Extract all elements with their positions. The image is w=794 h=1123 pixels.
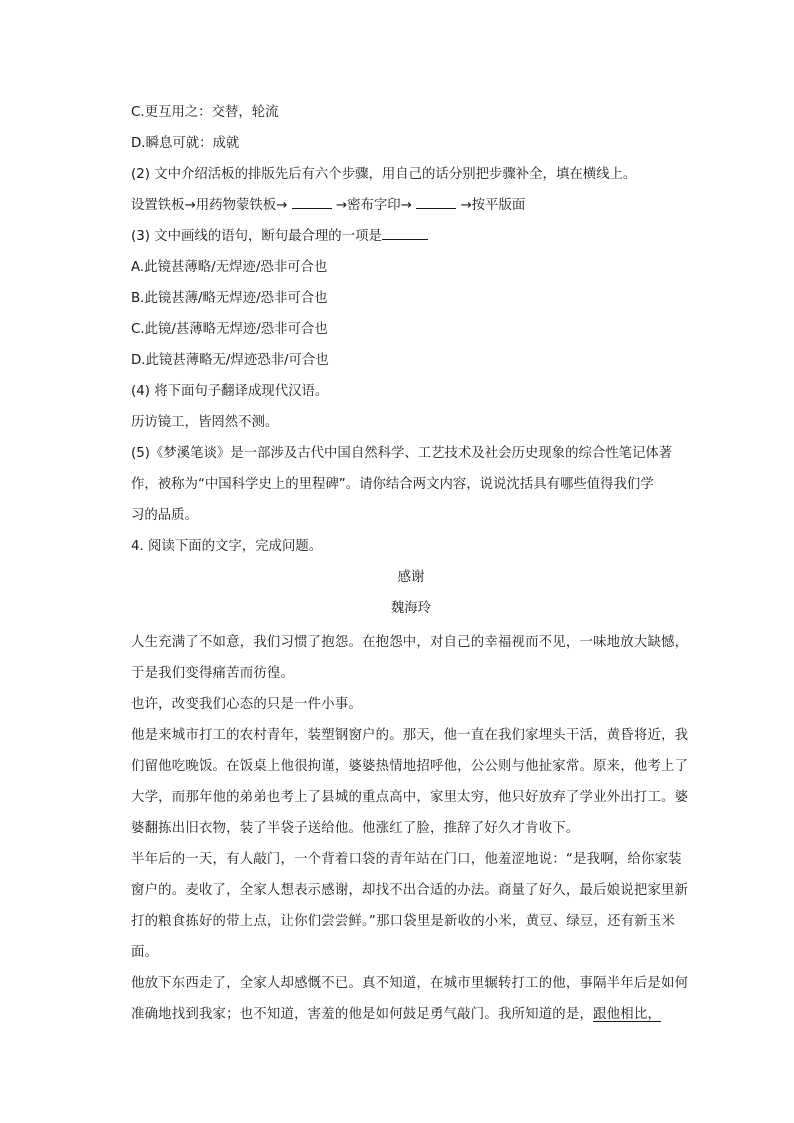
q3-option-b: B.此镜甚薄/略无焊迹/恐非可合也 [131,291,328,306]
passage-paragraph-5-text: 他放下东西走了，全家人却感慨不已。真不知道，在城市里辗转打工的他，事隔半年后是如何准确地找到我家；也不知道，害羞的他是如何鼓足勇气敲门。我所知道的是， [131,976,689,1022]
q2-prompt: (2) 文中介绍活板的排版先后有六个步骤，用自己的话分别把步骤补全，填在横线上。 [131,167,637,182]
passage-paragraph-2: 也许，改变我们心态的只是一件小事。 [131,697,363,712]
q3-option-c: C.此镜/甚薄略无焊迹/恐非可合也 [131,322,328,337]
q2-step-text-3: →按平版面 [460,198,526,213]
q4-sentence: 历访镜工，皆罔然不测。 [131,415,279,430]
passage-title: 感谢 [397,570,425,585]
q2-blank-1[interactable] [292,194,332,209]
q2-step-text-1: 设置铁板→用药物蒙铁板→ [131,198,288,213]
q3-option-d: D.此镜甚薄略无/焊迹恐非/可合也 [131,353,329,368]
q3-option-a: A.此镜甚薄略/无焊迹/恐非可合也 [131,260,328,275]
section-4-heading: 4. 阅读下面的文字，完成问题。 [131,539,323,554]
q4-prompt: (4) 将下面句子翻译成现代汉语。 [131,384,329,399]
q3-prompt [131,224,691,255]
passage-author: 魏海玲 [390,601,432,616]
q3-answer-blank[interactable] [382,225,428,240]
passage-paragraph-1: 人生充满了不如意，我们习惯了抱怨。在抱怨中，对自己的幸福视而不见，一味地放大缺憾，于是我们变得痛苦而彷徨。 [131,635,689,681]
q1-option-c: C.更互用之：交替，轮流 [131,105,279,120]
q2-steps [131,193,691,224]
passage-paragraph-4: 半年后的一天，有人敲门，一个背着口袋的青年站在门口，他羞涩地说：“是我啊，给你家装窗户的。麦收了，全家人想表示感谢，却找不出合适的办法。商量了好久，最后娘说把家里新打的粮食拣好的带上点，让你们尝尝鲜。”那口袋里是新收的小米，黄豆、绿豆，还有新玉米面。 [131,852,689,960]
q2-step-text-2: →密布字印→ [335,198,412,213]
document-page [131,100,691,1030]
q2-blank-2[interactable] [416,194,456,209]
q5-line-2: 作，被称为“中国科学史上的里程碑”。请你结合两文内容，说说沈括具有哪些值得我们学 [131,477,654,492]
passage-paragraph-5 [131,968,691,1030]
passage-paragraph-3: 他是来城市打工的农村青年，装塑钢窗户的。那天，他一直在我们家埋头干活，黄昏将近，我们留他吃晚饭。在饭桌上他很拘谨，婆婆热情地招呼他，公公则与他扯家常。原来，他考上了大学，而那年他的弟弟也考上了县城的重点高中，家里太穷，他只好放弃了学业外出打工。婆婆翻拣出旧衣物，装了半袋子送给他。他涨红了脸，推辞了好久才肯收下。 [131,728,689,836]
q1-option-d: D.瞬息可就：成就 [131,136,240,151]
q3-prompt-text: (3) 文中画线的语句，断句最合理的一项是 [131,229,382,244]
q5-line-3: 习的品质。 [131,508,198,523]
q5-line-1: (5)《梦溪笔谈》是一部涉及古代中国自然科学、工艺技术及社会历史现象的综合性笔记体著 [131,446,673,461]
underlined-sentence: 跟他相比， [593,1007,662,1022]
